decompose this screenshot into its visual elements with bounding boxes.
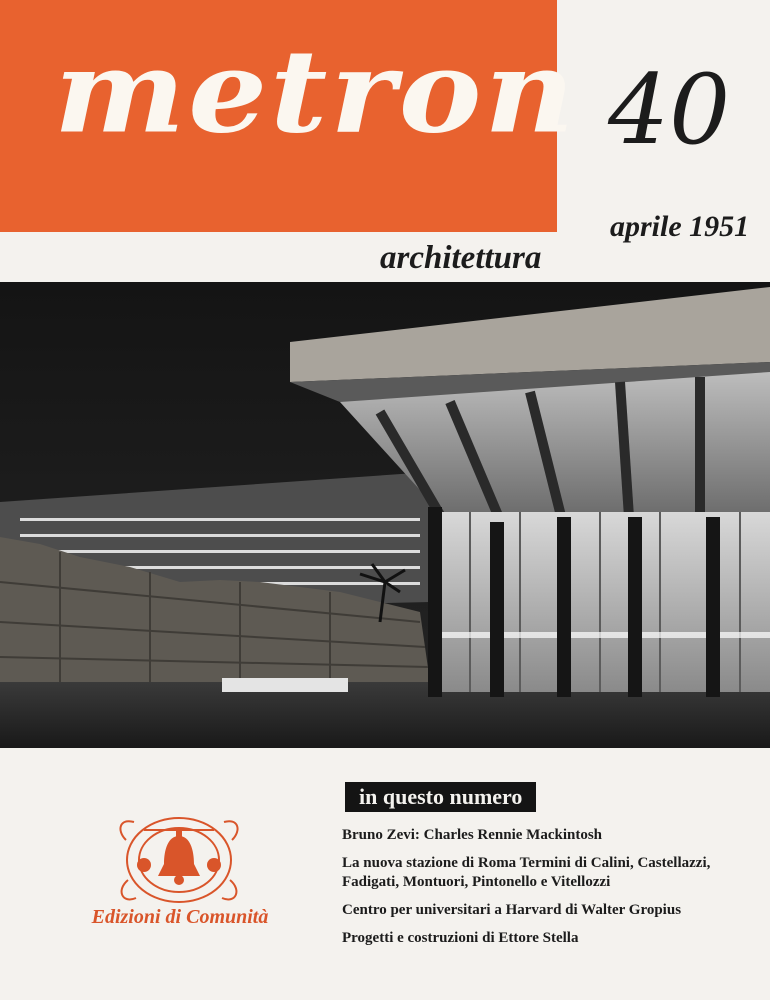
- issue-date: aprile 1951: [610, 210, 750, 243]
- contents-item: Centro per universitari a Harvard di Walter Gropius: [342, 902, 682, 918]
- station-canopy-photo: [0, 282, 770, 748]
- magazine-subtitle: architettura: [380, 240, 542, 276]
- contents-item: Progetti e costruzioni di Ettore Stella: [342, 930, 579, 946]
- publisher-name: Edizioni di Comunità: [91, 906, 269, 928]
- contents-list: [342, 826, 752, 957]
- issue-number: 40: [608, 54, 731, 166]
- contents-item: La nuova stazione di Roma Termini di Calini, Castellazzi, Fadigati, Montuori, Pintonello e Vitellozzi: [342, 855, 711, 890]
- contents-item: Bruno Zevi: Charles Rennie Mackintosh: [342, 827, 603, 843]
- contents-heading: in questo numero: [345, 782, 536, 812]
- magazine-title: metron: [54, 25, 578, 160]
- masthead-block: [0, 0, 578, 232]
- bell-seal-icon: [114, 810, 244, 908]
- cover-photo: [0, 282, 770, 748]
